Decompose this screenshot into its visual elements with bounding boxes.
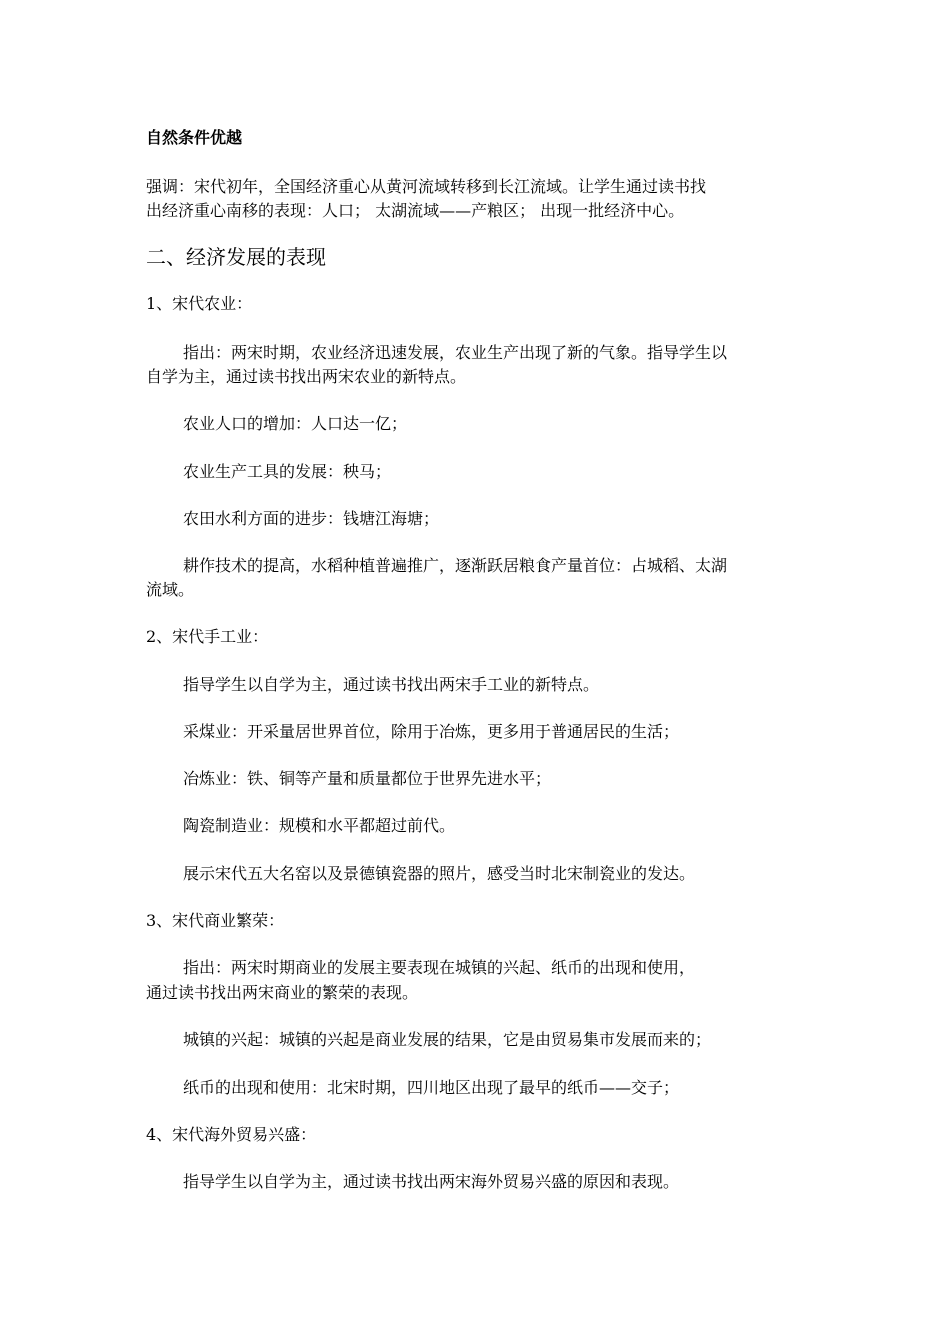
paragraph-line: 农田水利方面的进步：钱塘江海塘； [183, 509, 440, 528]
paragraph-line: 农业人口的增加：人口达一亿； [183, 414, 408, 433]
paragraph-line: 出经济重心南移的表现：人口； 太湖流域——产粮区； 出现一批经济中心。 [146, 201, 685, 220]
paragraph-line: 冶炼业：铁、铜等产量和质量都位于世界先进水平； [183, 769, 552, 788]
paragraph-line: 指出：两宋时期商业的发展主要表现在城镇的兴起、纸币的出现和使用， [183, 958, 696, 977]
paragraph-line: 强调：宋代初年，全国经济重心从黄河流域转移到长江流域。让学生通过读书找 [146, 177, 707, 196]
paragraph-line: 耕作技术的提高，水稻种植普遍推广，逐渐跃居粮食产量首位：占城稻、太湖 [183, 556, 728, 575]
subheading-commerce: 3、宋代商业繁荣： [146, 911, 285, 930]
paragraph-line: 纸币的出现和使用：北宋时期，四川地区出现了最早的纸币——交子； [183, 1078, 680, 1097]
paragraph-line: 采煤业：开采量居世界首位，除用于冶炼，更多用于普通居民的生活； [183, 722, 680, 741]
paragraph-line: 陶瓷制造业：规模和水平都超过前代。 [183, 816, 456, 835]
paragraph-line: 城镇的兴起：城镇的兴起是商业发展的结果，它是由贸易集市发展而来的； [183, 1030, 712, 1049]
subheading-agriculture: 1、宋代农业： [146, 294, 253, 313]
paragraph-line: 指导学生以自学为主，通过读书找出两宋海外贸易兴盛的原因和表现。 [183, 1172, 680, 1191]
paragraph-line: 展示宋代五大名窑以及景德镇瓷器的照片，感受当时北宋制瓷业的发达。 [183, 864, 696, 883]
paragraph-line: 流域。 [146, 580, 195, 599]
paragraph-line: 指导学生以自学为主，通过读书找出两宋手工业的新特点。 [183, 675, 600, 694]
paragraph-line: 自学为主，通过读书找出两宋农业的新特点。 [146, 367, 467, 386]
paragraph-line: 指出：两宋时期，农业经济迅速发展，农业生产出现了新的气象。指导学生以 [183, 343, 728, 362]
paragraph-line: 通过读书找出两宋商业的繁荣的表现。 [146, 983, 419, 1002]
subheading-overseas-trade: 4、宋代海外贸易兴盛： [146, 1125, 317, 1144]
section-heading-economic-development: 二、经济发展的表现 [146, 245, 326, 269]
subheading-handicraft: 2、宋代手工业： [146, 627, 269, 646]
paragraph-line: 农业生产工具的发展：秧马； [183, 462, 392, 481]
section-heading-natural-conditions: 自然条件优越 [146, 128, 243, 147]
